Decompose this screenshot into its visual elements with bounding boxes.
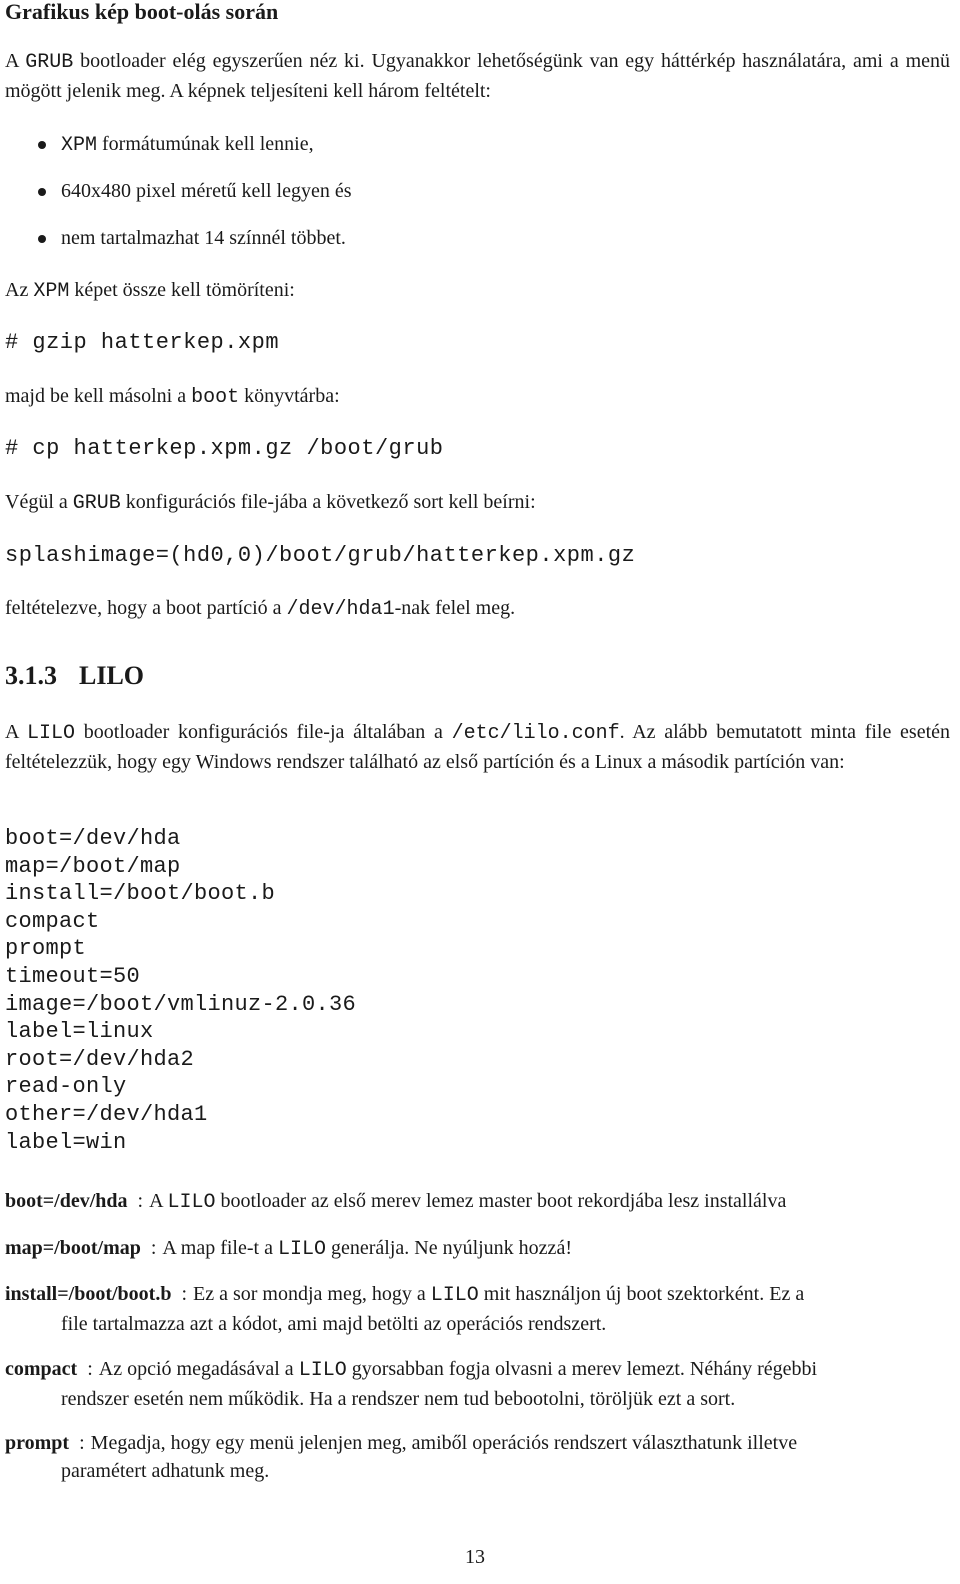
- bullet-icon: [38, 188, 46, 196]
- grub-mono: GRUB: [25, 51, 74, 74]
- section-title: LILO: [79, 661, 145, 690]
- definition-term: map=/boot/map: [5, 1237, 141, 1259]
- code-line: label=win: [5, 1129, 127, 1155]
- section-heading: [5, 662, 950, 690]
- definition-item: install=/boot/boot.b : Ez a sor mondja meg, hogy a LILO mit használjon új boot szektorként. Ez a file tartalmazza azt a kódot, ami majd betölti az operációs rendszert.: [5, 1283, 805, 1335]
- code-line: root=/dev/hda2: [5, 1046, 195, 1072]
- definition-term: prompt: [5, 1432, 70, 1454]
- list-item: nem tartalmazhat 14 színnél többet.: [5, 224, 950, 271]
- gzip-command: # gzip hatterkep.xpm: [5, 330, 280, 355]
- code-line: install=/boot/boot.b: [5, 881, 276, 907]
- lilo-conf-listing: [5, 825, 950, 1156]
- code-line: read-only: [5, 1074, 127, 1100]
- assume-paragraph: feltételezve, hogy a boot partíció a /dev/hda1-nak felel meg.: [5, 597, 516, 621]
- list-item: XPM formátumúnak kell lennie,: [5, 130, 950, 177]
- definition-item: prompt : Megadja, hogy egy menü jelenjen meg, amiből operációs rendszert választhatunk illetve paramétert adhatunk meg.: [5, 1432, 798, 1482]
- code-line: compact: [5, 908, 100, 934]
- subsection-heading: [5, 0, 950, 26]
- definition-item: map=/boot/map : A map file-t a LILO generálja. Ne nyúljunk hozzá!: [5, 1237, 572, 1261]
- cp-command: # cp hatterkep.xpm.gz /boot/grub: [5, 436, 444, 461]
- copy-paragraph: majd be kell másolni a boot könyvtárba:: [5, 385, 340, 409]
- lilo-intro-paragraph: A LILO bootloader konfigurációs file-ja általában a /etc/lilo.conf. Az alább bemutatott minta file esetén feltételezzük, hogy egy Windows rendszer található az első partíción és a Linux a második partíción van:: [5, 721, 951, 773]
- code-line: image=/boot/vmlinuz-2.0.36: [5, 991, 357, 1017]
- code-line: boot=/dev/hda: [5, 826, 181, 851]
- bullet-icon: [38, 141, 46, 149]
- intro-paragraph: A GRUB bootloader elég egyszerűen néz ki. Ugyanakkor lehetőségünk van egy háttérkép használatára, ami a menü mögött jelenik meg. A képnek teljesíteni kell három feltételt:: [5, 50, 950, 102]
- bullet-icon: [38, 235, 46, 243]
- page-number: 13: [465, 1546, 485, 1568]
- definition-item: boot=/dev/hda : A LILO bootloader az első merev lemez master boot rekordjába lesz installálva: [5, 1190, 787, 1214]
- definition-term: boot=/dev/hda: [5, 1190, 128, 1212]
- section-number: 3.1.3: [5, 661, 57, 690]
- list-item: 640x480 pixel méretű kell legyen és: [5, 177, 950, 224]
- code-line: label=linux: [5, 1019, 154, 1045]
- requirements-list: [5, 130, 950, 271]
- subsection-title: Grafikus kép boot-olás során: [5, 0, 279, 24]
- splashimage-command: splashimage=(hd0,0)/boot/grub/hatterkep.xpm.gz: [5, 543, 636, 568]
- code-line: other=/dev/hda1: [5, 1101, 208, 1127]
- config-paragraph: Végül a GRUB konfigurációs file-jába a következő sort kell beírni:: [5, 491, 536, 515]
- code-line: timeout=50: [5, 963, 141, 989]
- compress-paragraph: Az XPM képet össze kell tömöríteni:: [5, 279, 295, 303]
- code-line: map=/boot/map: [5, 853, 181, 879]
- definition-item: compact : Az opció megadásával a LILO gyorsabban fogja olvasni a merev lemezt. Néhány régebbi rendszer esetén nem működik. Ha a rendszer nem tud bebootolni, töröljük ezt a sort.: [5, 1358, 818, 1410]
- definition-term: compact: [5, 1358, 78, 1380]
- code-line: prompt: [5, 936, 87, 962]
- definition-term: install=/boot/boot.b: [5, 1283, 172, 1305]
